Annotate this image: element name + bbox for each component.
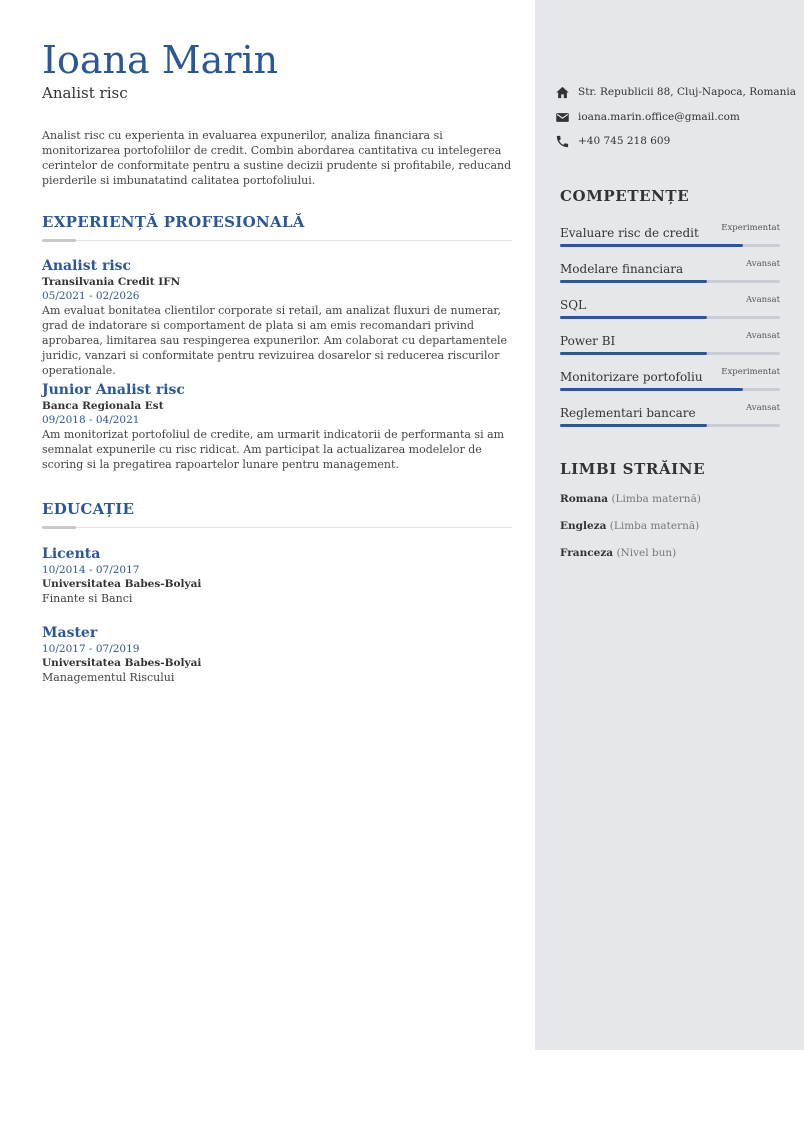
language-item	[560, 546, 676, 560]
education-divider	[42, 527, 512, 528]
skill-bar	[560, 424, 780, 427]
phone-icon	[555, 134, 570, 149]
education-entry	[42, 624, 512, 685]
education-title: EDUCAȚIE	[42, 500, 135, 518]
language-name: Romana	[560, 493, 609, 505]
skill-bar	[560, 352, 780, 355]
skill-bar-fill	[560, 352, 707, 355]
skill-item	[560, 328, 780, 358]
experience-company: Transilvania Credit IFN	[42, 276, 181, 288]
skill-level: Avansat	[746, 259, 780, 269]
skill-name: SQL	[560, 298, 587, 312]
education-period: 10/2017 - 07/2019	[42, 643, 140, 655]
experience-title: EXPERIENȚĂ PROFESIONALĂ	[42, 213, 305, 231]
language-name: Franceza	[560, 547, 614, 559]
skill-bar-fill	[560, 316, 707, 319]
language-level: (Nivel bun)	[616, 547, 677, 559]
skills-title: COMPETENȚE	[560, 187, 690, 205]
education-entry	[42, 545, 512, 606]
language-item	[560, 492, 701, 506]
skill-level: Experimentat	[721, 223, 780, 233]
education-institution: Universitatea Babes-Bolyai	[42, 657, 202, 669]
experience-divider	[42, 240, 512, 241]
skill-name: Monitorizare portofoliu	[560, 370, 703, 384]
experience-role: Analist risc	[42, 258, 132, 274]
education-field: Finante si Banci	[42, 592, 133, 605]
education-degree: Master	[42, 625, 98, 641]
experience-period: 09/2018 - 04/2021	[42, 414, 140, 426]
phone-text[interactable]: +40 745 218 609	[578, 135, 671, 147]
skill-bar-fill	[560, 280, 707, 283]
skill-bar-fill	[560, 244, 743, 247]
skill-name: Modelare financiara	[560, 262, 684, 276]
experience-description: Am monitorizat portofoliul de credite, am urmarit indicatorii de performanta si am semnalat expunerile cu risc ridicat. Am participat la actualizarea modelelor de scoring si la pregatirea rapoartelor lunare pentru management.	[42, 428, 505, 471]
skill-item	[560, 256, 780, 286]
skill-name: Power BI	[560, 334, 616, 348]
education-field: Managementul Riscului	[42, 671, 175, 684]
language-level: (Limba maternă)	[611, 493, 701, 505]
skill-name: Reglementari bancare	[560, 406, 696, 420]
job-title: Analist risc	[42, 84, 128, 102]
language-item	[560, 519, 699, 533]
education-degree: Licenta	[42, 546, 101, 562]
skill-bar-fill	[560, 388, 743, 391]
skill-item	[560, 364, 780, 394]
experience-entry	[42, 257, 512, 378]
skill-item	[560, 400, 780, 430]
contact-email[interactable]	[555, 107, 740, 127]
skill-bar	[560, 316, 780, 319]
profile-summary: Analist risc cu experienta in evaluarea expunerilor, analiza financiara si monitorizarea portofoliilor de credit. Combin abordarea cantitativa cu intelegerea cerintelor de conformitate pentru a sustine decizii prudente si profitabile, reducand pierderile si imbunatatind calitatea portofoliului.	[42, 129, 512, 187]
address-text: Str. Republicii 88, Cluj-Napoca, Romania	[578, 86, 797, 98]
skill-bar	[560, 244, 780, 247]
home-icon	[555, 85, 570, 100]
experience-role: Junior Analist risc	[42, 382, 185, 398]
education-period: 10/2014 - 07/2017	[42, 564, 140, 576]
skill-bar	[560, 388, 780, 391]
skill-level: Avansat	[746, 403, 780, 413]
skill-name: Evaluare risc de credit	[560, 226, 699, 240]
candidate-name: Ioana Marin	[42, 38, 279, 82]
contact-phone[interactable]	[555, 131, 670, 151]
email-text[interactable]: ioana.marin.office@gmail.com	[578, 111, 740, 123]
experience-entry	[42, 381, 512, 472]
language-name: Engleza	[560, 520, 607, 532]
experience-description: Am evaluat bonitatea clientilor corporate si retail, am analizat fluxuri de numerar, grad de indatorare si comportament de plata si am emis recomandari privind aprobarea, limitarea sau respingerea expunerilor. Am colaborat cu departamentele juridic, vanzari si conformitate pentru revizuirea dosarelor si reducerea riscurilor operationale.	[42, 304, 508, 377]
sidebar	[535, 0, 804, 1050]
experience-company: Banca Regionala Est	[42, 400, 164, 412]
language-level: (Limba maternă)	[609, 520, 700, 532]
skill-level: Avansat	[746, 331, 780, 341]
education-institution: Universitatea Babes-Bolyai	[42, 578, 202, 590]
skill-level: Experimentat	[721, 367, 780, 377]
skill-item	[560, 220, 780, 250]
skill-bar-fill	[560, 424, 707, 427]
skill-bar	[560, 280, 780, 283]
email-icon	[555, 110, 570, 125]
skill-item	[560, 292, 780, 322]
languages-title: LIMBI STRĂINE	[560, 460, 706, 478]
experience-period: 05/2021 - 02/2026	[42, 290, 140, 302]
skill-level: Avansat	[746, 295, 780, 305]
contact-address	[555, 82, 796, 102]
